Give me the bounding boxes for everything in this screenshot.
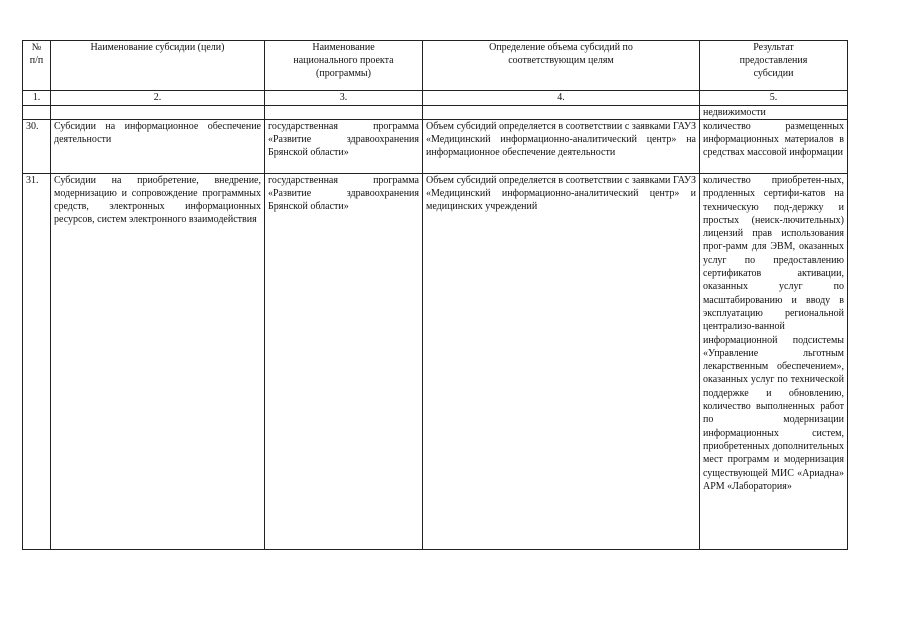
header-result: Результат предоставления субсидии [700,41,848,91]
row-number: 31. [23,174,51,550]
empty-cell [423,106,700,120]
header-subsidy-name: Наименование субсидии (цели) [51,41,265,91]
empty-cell [51,106,265,120]
continuation-text: недвижимости [700,106,848,120]
program-name: государственная программа «Развитие здравоохранения Брянской области» [265,120,423,174]
empty-cell [265,106,423,120]
volume-definition: Объем субсидий определяется в соответствии с заявками ГАУЗ «Медицинский информационно-аналитический центр» на информационное обеспечение деятельности [423,120,700,174]
col-number: 1. [23,91,51,106]
subsidy-result: количество размещенных информационных материалов в средствах массовой информации [700,120,848,174]
col-number: 2. [51,91,265,106]
table-row [23,174,848,550]
header-volume: Определение объема субсидий по соответствующим целям [423,41,700,91]
row-number: 30. [23,120,51,174]
header-num: № п/п [23,41,51,91]
col-number: 4. [423,91,700,106]
subsidy-name: Субсидии на информационное обеспечение деятельности [51,120,265,174]
volume-definition: Объем субсидий определяется в соответствии с заявками ГАУЗ «Медицинский информационно-аналитический центр» и медицинских учреждений [423,174,700,550]
continuation-row [23,106,848,120]
table-row [23,120,848,174]
subsidy-table [22,40,848,550]
program-name: государственная программа «Развитие здравоохранения Брянской области» [265,174,423,550]
header-program: Наименование национального проекта (программы) [265,41,423,91]
column-number-row [23,91,848,106]
col-number: 3. [265,91,423,106]
empty-cell [23,106,51,120]
col-number: 5. [700,91,848,106]
header-row [23,41,848,91]
subsidy-result: количество приобретен-ных, продленных сертифи-катов на техническую под-держку и простых (неиск-лючительных) лицензий прав использования прог-рамм для ЭВМ, оказанных услуг по предоставлению сертификатов активации, оказанных услуг по масштабированию и вводу в эксплуатацию региональной централизо-ванной информационной подсистемы «Управление льготным лекарственным обеспечением», оказанных услуг по технической поддержке и обновлению, количество выполненных работ по модернизации информационных систем, приобретенных дополнительных мест программ и модернизация существующей МИС «Ариадна» АРМ «Лаборатория» [700,174,848,550]
subsidy-name: Субсидии на приобретение, внедрение, модернизацию и сопровождение программных средств, электронных информационных ресурсов, систем электронного взаимодействия [51,174,265,550]
